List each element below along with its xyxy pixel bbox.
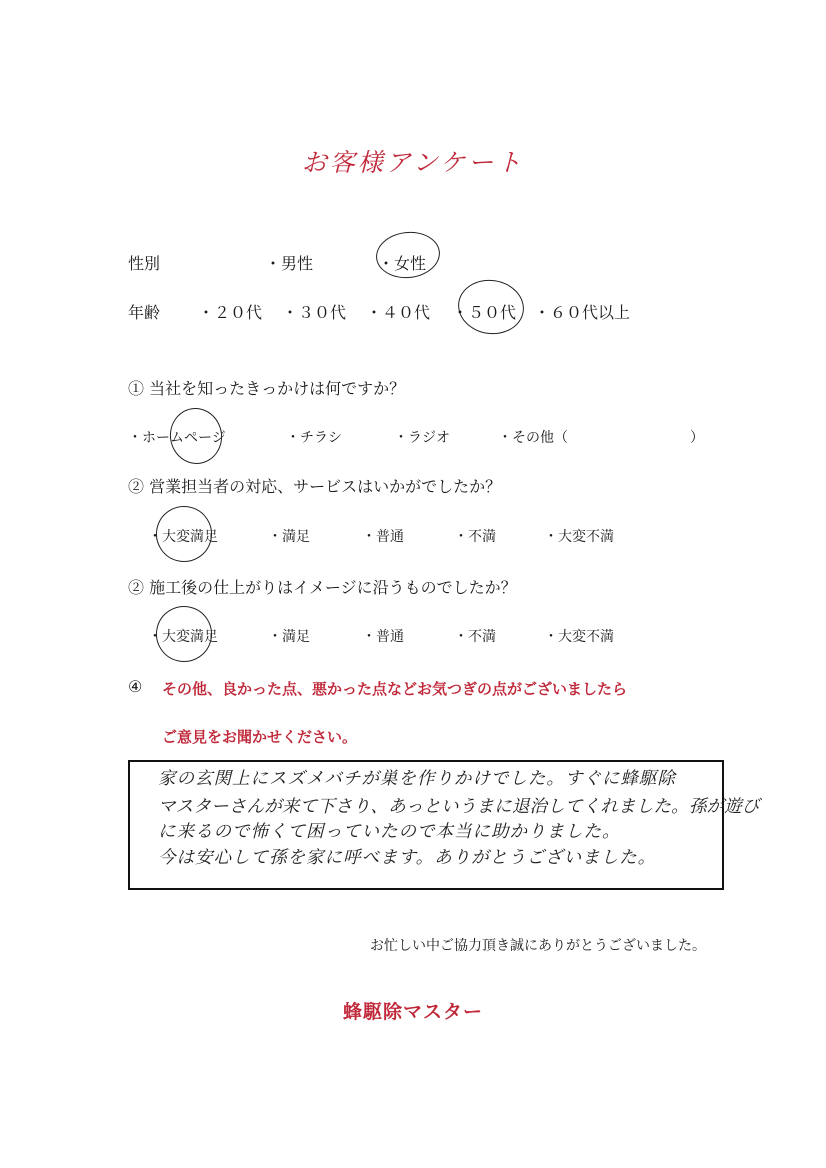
brand-name: 蜂駆除マスター: [342, 1001, 483, 1023]
age-label: 年齢: [128, 303, 161, 322]
comment-line-3: に来るので怖くて困っていたので本当に助かりました。: [158, 822, 621, 842]
q1-option-other-close: ）: [690, 430, 704, 446]
q4-number: ④: [128, 677, 143, 696]
q2-question: ② 営業担当者の対応、サービスはいかがでしたか？: [128, 477, 502, 496]
q3-option-satisfied[interactable]: ・満足: [268, 629, 310, 645]
gender-option-female[interactable]: ・女性: [378, 254, 427, 273]
q1-option-homepage[interactable]: ・ホームページ: [128, 430, 226, 446]
q1-option-flyer[interactable]: ・チラシ: [286, 430, 342, 446]
age-option-50s[interactable]: ・５０代: [452, 303, 517, 322]
q1-question: ① 当社を知ったきっかけは何ですか？: [128, 379, 406, 398]
age-option-30s[interactable]: ・３０代: [282, 303, 347, 322]
q3-option-very-dissatisfied[interactable]: ・大変不満: [544, 629, 614, 645]
selection-circle-age: [455, 276, 528, 339]
q4-question-line1: その他、良かった点、悪かった点などお気つぎの点がございましたら: [162, 680, 628, 698]
q3-option-very-satisfied[interactable]: ・大変満足: [148, 629, 218, 645]
q2-option-average[interactable]: ・普通: [362, 529, 404, 545]
age-option-20s[interactable]: ・２０代: [198, 303, 263, 322]
comment-line-2: マスターさんが来て下さり、あっというまに退治してくれました。孫が遊び: [158, 797, 760, 817]
thanks-message: お忙しい中ご協力頂き誠にありがとうございました。: [370, 938, 706, 954]
age-option-40s[interactable]: ・４０代: [366, 303, 431, 322]
comment-line-4: 今は安心して孫を家に呼べます。ありがとうございました。: [158, 848, 657, 868]
q2-option-very-satisfied[interactable]: ・大変満足: [148, 529, 218, 545]
q3-question: ② 施工後の仕上がりはイメージに沿うものでしたか？: [128, 578, 517, 597]
q2-option-satisfied[interactable]: ・満足: [268, 529, 310, 545]
selection-circle-q1: [166, 404, 227, 468]
age-option-60s-plus[interactable]: ・６０代以上: [534, 303, 631, 322]
q2-option-very-dissatisfied[interactable]: ・大変不満: [544, 529, 614, 545]
q3-option-average[interactable]: ・普通: [362, 629, 404, 645]
q1-option-other[interactable]: ・その他（: [498, 430, 568, 446]
selection-circle-q2: [151, 501, 217, 567]
survey-title: お客様アンケート: [301, 148, 525, 177]
q3-option-dissatisfied[interactable]: ・不満: [454, 629, 496, 645]
comment-line-1: 家の玄関上にスズメバチが巣を作りかけでした。すぐに蜂駆除: [158, 769, 676, 789]
gender-option-male[interactable]: ・男性: [265, 254, 314, 273]
q4-question-line2: ご意見をお聞かせください。: [162, 728, 358, 746]
q2-option-dissatisfied[interactable]: ・不満: [454, 529, 496, 545]
gender-label: 性別: [128, 254, 161, 273]
q1-option-radio[interactable]: ・ラジオ: [394, 430, 450, 446]
selection-circle-q3: [151, 601, 217, 667]
